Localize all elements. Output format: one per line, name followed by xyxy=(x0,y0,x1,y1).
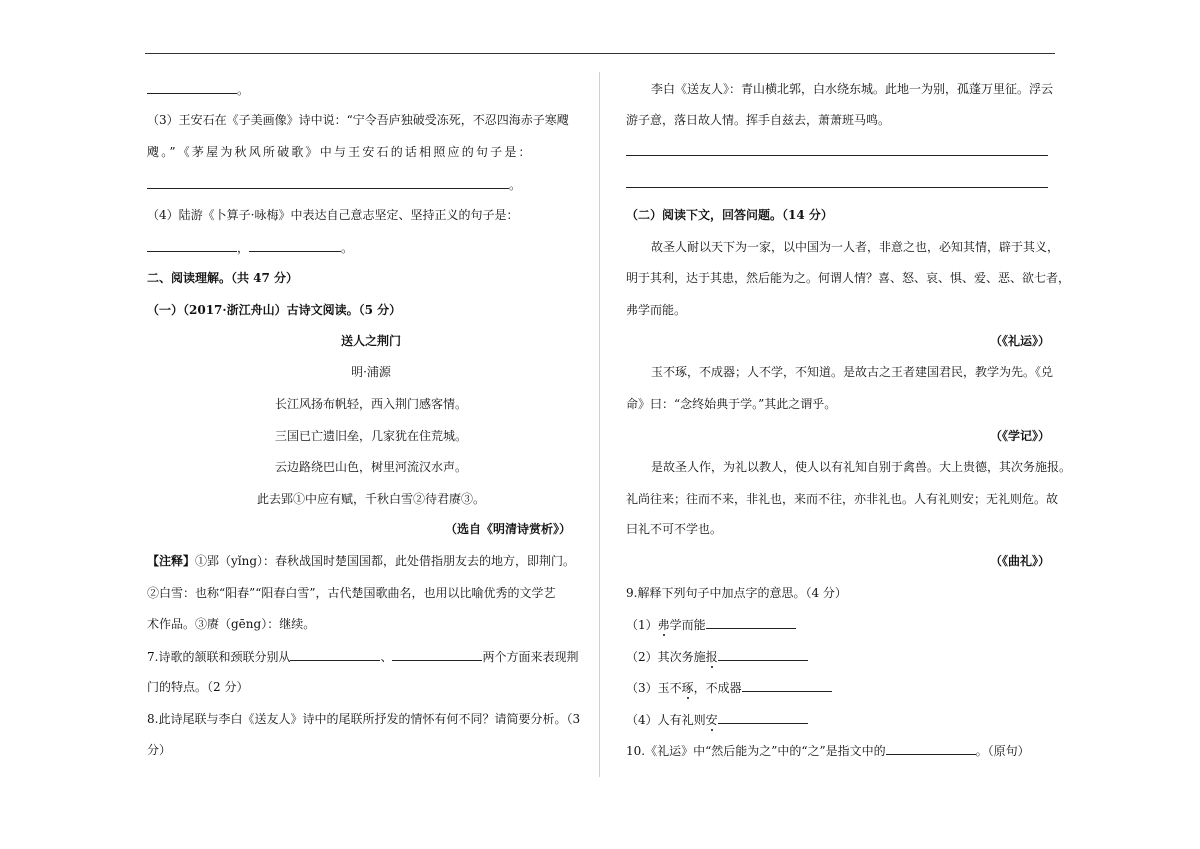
question-3-answer-line: 。 xyxy=(147,177,521,192)
answer-blank[interactable] xyxy=(718,712,808,724)
passage-1-line-1: 故圣人耐以天下为一家，以中国为一人者，非意之也，必知其情，辟于其义， xyxy=(651,240,1060,254)
question-8-line-1: 8.此诗尾联与李白《送友人》诗中的尾联所抒发的情怀有何不同？请简要分析。（3 xyxy=(147,712,581,726)
poem-line-1: 长江风扬布帆轻，西入荆门感客情。 xyxy=(274,397,467,411)
question-7-line-2: 门的特点。（2 分） xyxy=(147,680,249,694)
question-3-line-2: 飕。”《茅屋为秋风所破歌》中与王安石的话相照应的句子是： xyxy=(147,145,533,159)
source-quli: （《曲礼》） xyxy=(989,554,1050,568)
question-9-item-3: （3）玉不琢，不成器 xyxy=(626,680,832,695)
answer-blank[interactable] xyxy=(392,649,482,661)
poem-source: （选自《明清诗赏析》） xyxy=(444,522,571,536)
question-9-item-4: （4）人有礼则安 xyxy=(626,712,808,727)
passage-3-line-1: 是故圣人作，为礼以教人，使人以有礼知自别于禽兽。大上贵德，其次务施报。 xyxy=(651,460,1072,474)
answer-blank[interactable] xyxy=(886,743,976,755)
answer-line[interactable] xyxy=(626,155,1048,156)
answer-line-1: 。 xyxy=(147,82,249,97)
answer-blank[interactable] xyxy=(706,617,796,629)
poem-line-3: 云边路绕巴山色，树里河流汉水声。 xyxy=(274,460,467,474)
note-line-1: 【注释】①郢（yǐng）：春秋战国时楚国国都，此处借指朋友去的地方，即荆门。 xyxy=(147,554,576,568)
note-line-2: ②白雪：也称“阳春”“阳春白雪”，古代楚国歌曲名，也用以比喻优秀的文学艺 xyxy=(147,586,556,600)
poem-author: 明·浦源 xyxy=(351,365,391,379)
answer-blank[interactable] xyxy=(147,177,509,189)
part-1-heading: （一）（2017·浙江舟山）古诗文阅读。（5 分） xyxy=(147,303,402,317)
question-8-line-2: 分） xyxy=(147,743,172,757)
answer-line[interactable] xyxy=(626,187,1048,188)
passage-3-line-2: 礼尚往来；往而不来，非礼也，来而不往，亦非礼也。人有礼则安；无礼则危。故 xyxy=(626,492,1059,506)
question-4-answer-line: ， 。 xyxy=(147,240,353,255)
answer-blank[interactable] xyxy=(249,240,341,252)
question-7-line-1: 7.诗歌的颔联和颈联分别从 、 两个方面来表现荆 xyxy=(147,650,579,664)
passage-3-line-3: 曰礼不可不学也。 xyxy=(626,522,723,536)
poem-line-2: 三国已亡遗旧垒，几家犹在住荒城。 xyxy=(274,429,467,443)
passage-1-line-2: 明于其利，达于其患，然后能为之。何谓人情？喜、怒、哀、惧、爱、恶、欲七者， xyxy=(626,271,1071,285)
part-2-heading: （二）阅读下文，回答问题。（14 分） xyxy=(626,208,833,222)
answer-blank[interactable] xyxy=(147,240,237,252)
passage-2-line-1: 玉不琢，不成器；人不学，不知道。是故古之王者建国君民，教学为先。《兑 xyxy=(651,365,1054,379)
question-10: 10.《礼运》中“然后能为之”中的“之”是指文中的 。（原句） xyxy=(626,744,1030,758)
libai-poem-line-2: 游子意，落日故人情。挥手自兹去，萧萧班马鸣。 xyxy=(626,113,891,127)
note-line-3: 术作品。③赓（gēng）：继续。 xyxy=(147,617,316,631)
passage-1-line-3: 弗学而能。 xyxy=(626,303,687,317)
answer-blank[interactable] xyxy=(718,649,808,661)
section-2-heading: 二、阅读理解。（共 47 分） xyxy=(147,271,299,285)
libai-poem-line-1: 李白《送友人》：青山横北郭，白水绕东城。此地一为别，孤蓬万里征。浮云 xyxy=(651,82,1054,96)
question-3-line-1: （3）王安石在《子美画像》诗中说：“宁令吾庐独破受冻死，不忍四海赤子寒飕 xyxy=(147,113,569,127)
source-xueji: （《学记》） xyxy=(989,429,1050,443)
question-9-item-2: （2）其次务施报 xyxy=(626,649,808,664)
source-liyun: （《礼运》） xyxy=(989,334,1050,348)
poem-line-4: 此去郢①中应有赋，千秋白雪②待君赓③。 xyxy=(256,492,485,506)
question-9-item-1: （1）弗学而能 xyxy=(626,617,796,632)
answer-blank[interactable] xyxy=(147,82,237,94)
answer-blank[interactable] xyxy=(742,680,832,692)
answer-blank[interactable] xyxy=(290,649,380,661)
question-9-heading: 9.解释下列句子中加点字的意思。（4 分） xyxy=(626,586,847,600)
poem-title: 送人之荆门 xyxy=(340,334,401,348)
question-4-line-1: （4）陆游《卜算子·咏梅》中表达自己意志坚定、坚持正义的句子是： xyxy=(147,208,519,222)
column-divider xyxy=(599,72,600,777)
passage-2-line-2: 命》曰：“念终始典于学。”其此之谓乎。 xyxy=(626,397,837,411)
header-rule xyxy=(145,53,1055,54)
